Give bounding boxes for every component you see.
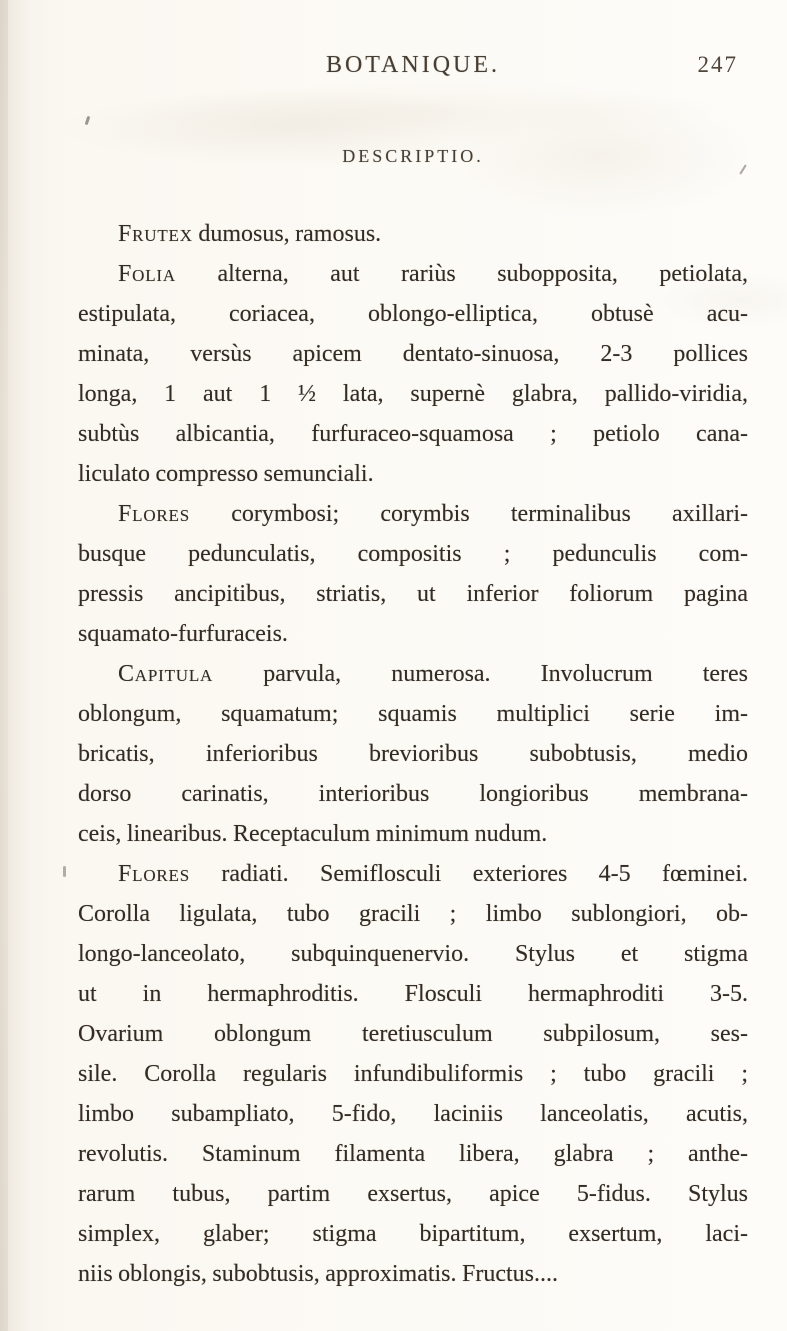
body-line: busque pedunculatis, compositis ; pedunculis com- xyxy=(78,541,748,567)
body-line: Flores corymbosi; corymbis terminalibus axillari- xyxy=(118,501,748,527)
body-line: Frutex dumosus, ramosus. xyxy=(118,221,382,247)
body-line: bricatis, inferioribus brevioribus subobtusis, medio xyxy=(78,741,748,767)
body-line: niis oblongis, subobtusis, approximatis. Fructus.... xyxy=(78,1261,559,1287)
scan-speck-icon xyxy=(85,116,91,125)
running-title: BOTANIQUE. xyxy=(325,52,501,78)
body-line: simplex, glaber; stigma bipartitum, exsertum, laci- xyxy=(78,1221,748,1247)
body-line: subtùs albicantia, furfuraceo-squamosa ; petiolo cana- xyxy=(78,421,748,447)
body-line: Ovarium oblongum teretiusculum subpilosum, ses- xyxy=(78,1021,748,1047)
body-line: rarum tubus, partim exsertus, apice 5-fidus. Stylus xyxy=(78,1181,748,1207)
body-line: longa, 1 aut 1 ½ lata, supernè glabra, pallido-viridia, xyxy=(78,381,748,407)
body-line: ceis, linearibus. Receptaculum minimum nudum. xyxy=(78,821,548,847)
scan-speck-icon xyxy=(63,866,66,877)
paragraph-leadword: Frutex xyxy=(118,221,193,247)
body-line: dorso carinatis, interioribus longioribus membrana- xyxy=(78,781,748,807)
body-line: ut in hermaphroditis. Flosculi hermaphroditi 3-5. xyxy=(78,981,748,1007)
section-heading: DESCRIPTIO. xyxy=(342,146,484,166)
body-line: Folia alterna, aut rariùs subopposita, petiolata, xyxy=(118,261,748,287)
body-line: longo-lanceolato, subquinquenervio. Stylus et stigma xyxy=(78,941,748,967)
page-gutter-shadow xyxy=(0,0,8,1331)
body-line: limbo subampliato, 5-fido, laciniis lanceolatis, acutis, xyxy=(78,1101,748,1127)
paragraph-leadword: Capitula xyxy=(118,661,214,687)
body-line: minata, versùs apicem dentato-sinuosa, 2-3 pollices xyxy=(78,341,748,367)
body-line: squamato-furfuraceis. xyxy=(78,621,288,647)
page-header xyxy=(78,50,748,82)
body-text xyxy=(78,214,748,1294)
body-line: pressis ancipitibus, striatis, ut inferior foliorum pagina xyxy=(78,581,748,607)
body-line: estipulata, coriacea, oblongo-elliptica, obtusè acu- xyxy=(78,301,748,327)
paragraph-leadword: Flores xyxy=(118,861,190,887)
body-line: liculato compresso semunciali. xyxy=(78,461,374,487)
body-line: oblongum, squamatum; squamis multiplici serie im- xyxy=(78,701,748,727)
body-line: Flores radiati. Semiflosculi exteriores 4-5 fœminei. xyxy=(118,861,748,887)
body-line: sile. Corolla regularis infundibuliformis ; tubo gracili ; xyxy=(78,1061,748,1087)
page-number: 247 xyxy=(697,52,738,77)
paragraph-leadword: Folia xyxy=(118,261,176,287)
body-line: Corolla ligulata, tubo gracili ; limbo sublongiori, ob- xyxy=(78,901,748,927)
body-line: revolutis. Staminum filamenta libera, glabra ; anthe- xyxy=(78,1141,748,1167)
body-line: Capitula parvula, numerosa. Involucrum teres xyxy=(118,661,748,687)
paragraph-leadword: Flores xyxy=(118,501,190,527)
